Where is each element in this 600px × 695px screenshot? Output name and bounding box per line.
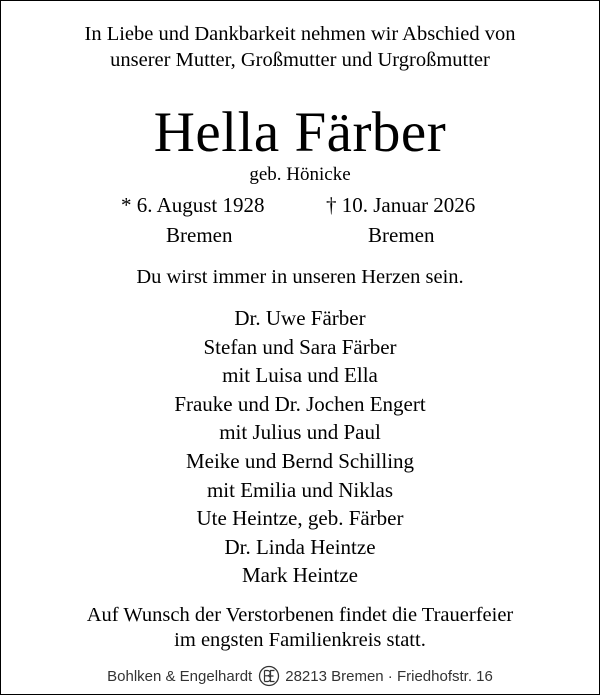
mourner-entry: Dr. Uwe Färber bbox=[234, 306, 366, 330]
mourner-entry: Frauke und Dr. Jochen Engert bbox=[174, 391, 426, 416]
mourner-entry: Ute Heintze, geb. Färber bbox=[196, 506, 404, 531]
intro-line-2: unserer Mutter, Großmutter und Urgroßmutter bbox=[110, 49, 490, 71]
birth-place: Bremen bbox=[166, 223, 233, 247]
mourner-entry: mit Julius und Paul bbox=[219, 420, 381, 445]
mourners-list bbox=[1, 304, 599, 590]
deceased-name: Hella Färber bbox=[153, 101, 447, 164]
company-name: Bohlken & Engelhardt bbox=[107, 667, 253, 685]
mourner-entry: mit Emilia und Niklas bbox=[206, 477, 394, 502]
death-place: Bremen bbox=[368, 223, 435, 247]
mourner-entry: Dr. Linda Heintze bbox=[224, 534, 376, 559]
be-monogram-icon bbox=[258, 665, 280, 687]
maiden-name: geb. Hönicke bbox=[249, 164, 351, 185]
mourner-entry: Stefan und Sara Färber bbox=[203, 334, 397, 359]
intro-line-1: In Liebe und Dankbarkeit nehmen wir Abschied von bbox=[84, 23, 516, 45]
death-date: † 10. Januar 2026 bbox=[326, 193, 476, 217]
undertaker-footer bbox=[1, 665, 599, 687]
company-address: 28213 Bremen · Friedhofstr. 16 bbox=[285, 667, 493, 685]
mourner-entry: Mark Heintze bbox=[241, 563, 359, 588]
closing-line-1: Auf Wunsch der Verstorbenen findet die Trauerfeier bbox=[86, 604, 514, 626]
motto: Du wirst immer in unseren Herzen sein. bbox=[136, 266, 464, 288]
mourner-entry: Meike und Bernd Schilling bbox=[185, 448, 415, 473]
birth-date: * 6. August 1928 bbox=[121, 193, 265, 217]
closing-line-2: im engsten Familienkreis statt. bbox=[174, 629, 426, 651]
mourner-entry: mit Luisa und Ella bbox=[222, 363, 378, 388]
